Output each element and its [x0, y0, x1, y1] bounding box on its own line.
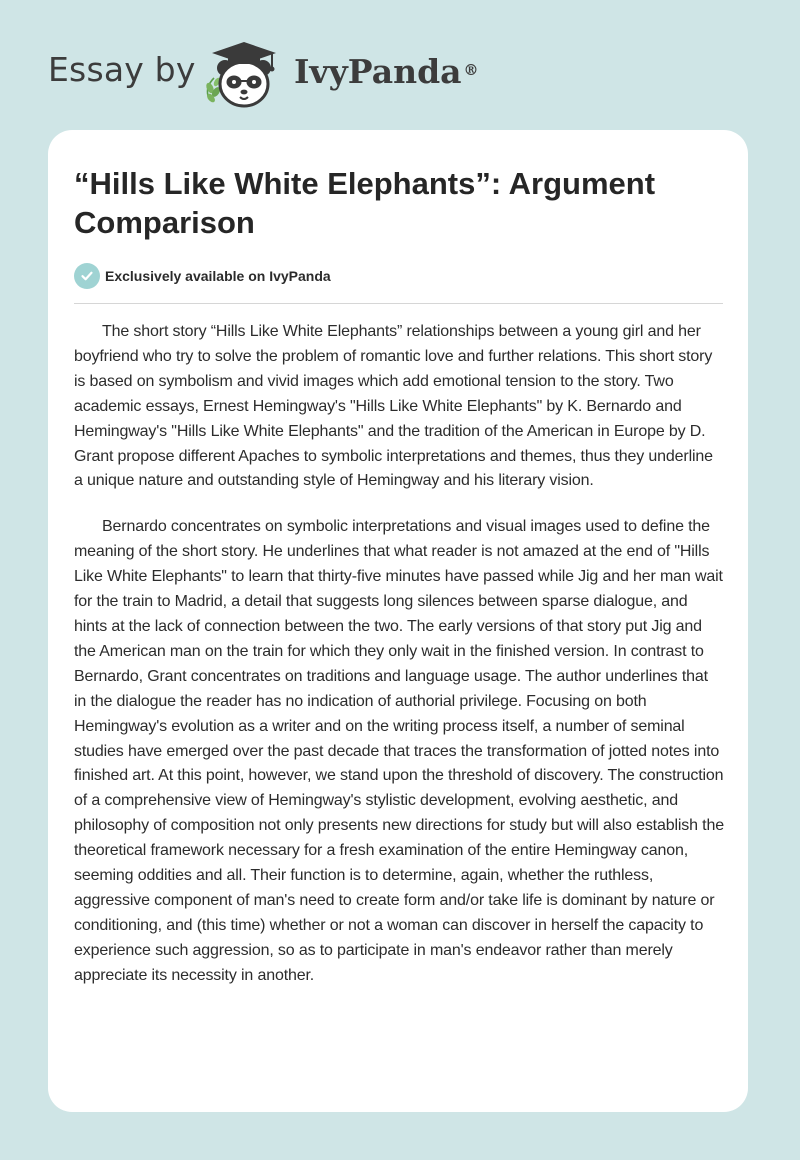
site-header [0, 0, 800, 130]
registered-mark: ® [463, 61, 479, 79]
essay-card [48, 130, 748, 1112]
panda-logo-icon[interactable] [200, 36, 290, 110]
badge-text: Exclusively available on IvyPanda [105, 268, 331, 284]
page-title: “Hills Like White Elephants”: Argument Comparison [74, 166, 656, 240]
essay-body [74, 320, 724, 1010]
brand-name[interactable] [294, 52, 479, 92]
exclusive-badge [74, 263, 331, 289]
paragraph: The short story “Hills Like White Elephants” relationships between a young girl and her boyfriend who try to solve the problem of romantic love and further relations. This short story is based on symbolism and vivid images which add emotional tension to the story. Two academic essays, Ernest Hemingway's "Hills Like White Elephants" by K. Bernardo and Hemingway's "Hills Like White Elephants" and the tradition of the American in Europe by D. Grant propose different Apaches to symbolic interpretations and themes, thus they underline a unique nature and outstanding style of Hemingway and his literary vision. [74, 323, 713, 490]
brand-prefix: Essay by [48, 50, 196, 89]
paragraph: Bernardo concentrates on symbolic interpretations and visual images used to define the meaning of the short story. He underlines that what reader is not amazed at the end of "Hills Like White Elephants" to learn that thirty-five minutes have passed while Jig and her man wait for the train to Madrid, a detail that suggests long silences between sparse dialogue, and hints at the lack of connection between the two. The early versions of that story put Jig and the American man on the train for which they only wait in the finished version. In contrast to Bernardo, Grant concentrates on traditions and language usage. The author underlines that in the dialogue the reader has no indication of authorial privilege. Focusing on both Hemingway's evolution as a writer and on the writing process itself, a number of seminal studies have emerged over the past decade that traces the transformation of jotted notes into finished art. At this point, however, we stand upon the threshold of discovery. The construction of a comprehensive view of Hemingway's stylistic development, evolving aesthetic, and philosophy of composition not only presents new directions for study but will also establish the theoretical framework necessary for a fresh examination of the entire Hemingway canon, seeming oddities and all. Their function is to determine, again, whether the ruthless, aggressive component of man's need to create form and/or take life is dominant by nature or conditioning, and (this time) whether or not a woman can discover in herself the capacity to experience such aggression, so as to participate in man's endeavor rather than merely appreciate its necessity in another. [74, 518, 724, 984]
divider [74, 303, 723, 304]
check-circle-icon [74, 263, 100, 289]
brand-name-text: IvyPanda [294, 52, 462, 91]
